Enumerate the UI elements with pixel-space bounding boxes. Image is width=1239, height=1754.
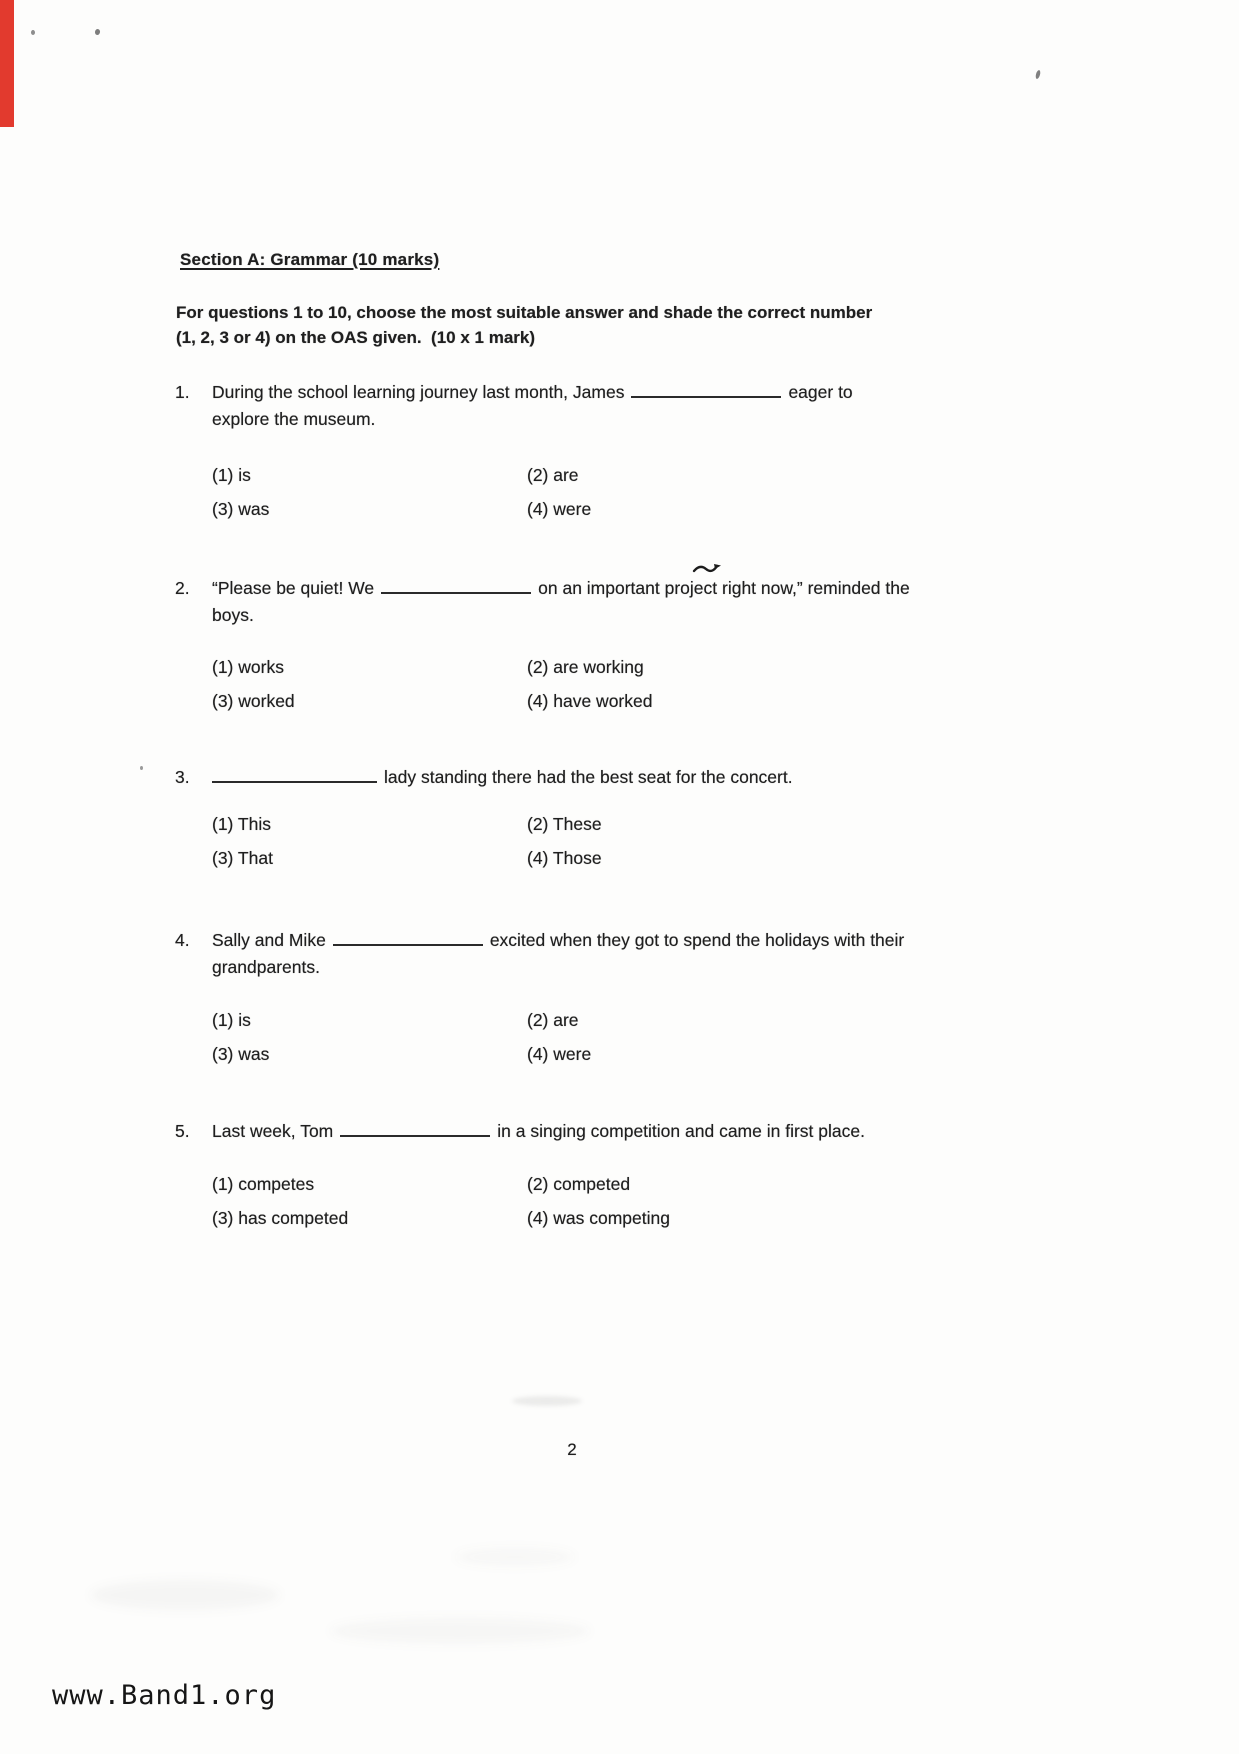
answer-blank: [212, 766, 377, 783]
question-text-before: Sally and Mike: [212, 930, 326, 950]
question-2: [175, 575, 995, 715]
options-grid: [212, 1171, 995, 1232]
question-3: [175, 764, 995, 872]
answer-blank: [381, 577, 531, 594]
answer-blank: [631, 381, 781, 398]
option-3: (3) was: [212, 1044, 270, 1064]
scan-artifact-red-strip: [0, 0, 14, 127]
question-text-before: “Please be quiet! We: [212, 578, 375, 598]
instructions-line1: For questions 1 to 10, choose the most suitable answer and shade the correct number: [176, 303, 873, 322]
instructions-line2: (1, 2, 3 or 4) on the OAS given. (10 x 1 mark): [176, 328, 536, 347]
option-2: (2) are working: [527, 657, 644, 677]
scan-smudge: [90, 1580, 280, 1610]
option-4: (4) were: [527, 499, 592, 519]
question-text-before: During the school learning journey last month, James: [212, 382, 625, 402]
option-1: (1) competes: [212, 1174, 315, 1194]
question-1: [175, 379, 995, 523]
question-text-after: eager to: [788, 382, 853, 402]
scan-speck: [1035, 70, 1041, 80]
question-text-after: in a singing competition and came in first place.: [497, 1121, 865, 1141]
option-2: (2) are: [527, 1010, 579, 1030]
question-text-line2: explore the museum.: [212, 409, 376, 429]
question-number: 5.: [175, 1121, 190, 1141]
scan-speck: [31, 30, 35, 35]
question-text-before: Last week, Tom: [212, 1121, 334, 1141]
watermark: www.Band1.org: [52, 1680, 277, 1711]
question-text: [212, 764, 995, 791]
answer-blank: [340, 1120, 490, 1137]
scan-smudge: [455, 1548, 575, 1566]
option-2: (2) These: [527, 814, 602, 834]
section-title: Section A: Grammar (10 marks): [180, 250, 440, 269]
options-grid: [212, 462, 995, 523]
question-number: 3.: [175, 767, 190, 787]
question-number: 1.: [175, 382, 190, 402]
option-4: (4) were: [527, 1044, 592, 1064]
option-1: (1) is: [212, 465, 251, 485]
option-3: (3) worked: [212, 691, 295, 711]
question-text-line2: boys.: [212, 605, 254, 625]
question-5: [175, 1118, 995, 1232]
option-1: (1) This: [212, 814, 271, 834]
question-text: [212, 1118, 995, 1145]
option-4: (4) have worked: [527, 691, 653, 711]
question-4: [175, 927, 995, 1068]
question-text-line2: grandparents.: [212, 957, 320, 977]
scan-smudge: [330, 1618, 590, 1644]
question-text-after: excited when they got to spend the holidays with their: [489, 930, 905, 950]
question-text-after: lady standing there had the best seat for the concert.: [384, 767, 793, 787]
scan-speck: [94, 29, 100, 36]
question-text: [212, 927, 995, 954]
option-3: (3) That: [212, 848, 273, 868]
options-grid: [212, 811, 995, 872]
question-text-after: on an important project right now,” reminded the: [538, 578, 910, 598]
option-3: (3) has competed: [212, 1208, 349, 1228]
instructions: [176, 300, 966, 350]
question-number: 4.: [175, 930, 190, 950]
scan-smudge: [512, 1396, 582, 1406]
option-4: (4) Those: [527, 848, 602, 868]
answer-blank: [333, 929, 483, 946]
question-text: [212, 575, 995, 602]
option-2: (2) competed: [527, 1174, 631, 1194]
option-4: (4) was competing: [527, 1208, 670, 1228]
options-grid: [212, 1007, 995, 1068]
options-grid: [212, 654, 995, 715]
page-number: 2: [567, 1440, 577, 1459]
option-2: (2) are: [527, 465, 579, 485]
option-1: (1) is: [212, 1010, 251, 1030]
option-1: (1) works: [212, 657, 284, 677]
question-text: [212, 379, 995, 406]
pen-scribble-mark: [692, 558, 724, 578]
scan-speck: [140, 766, 143, 770]
question-number: 2.: [175, 578, 190, 598]
option-3: (3) was: [212, 499, 270, 519]
